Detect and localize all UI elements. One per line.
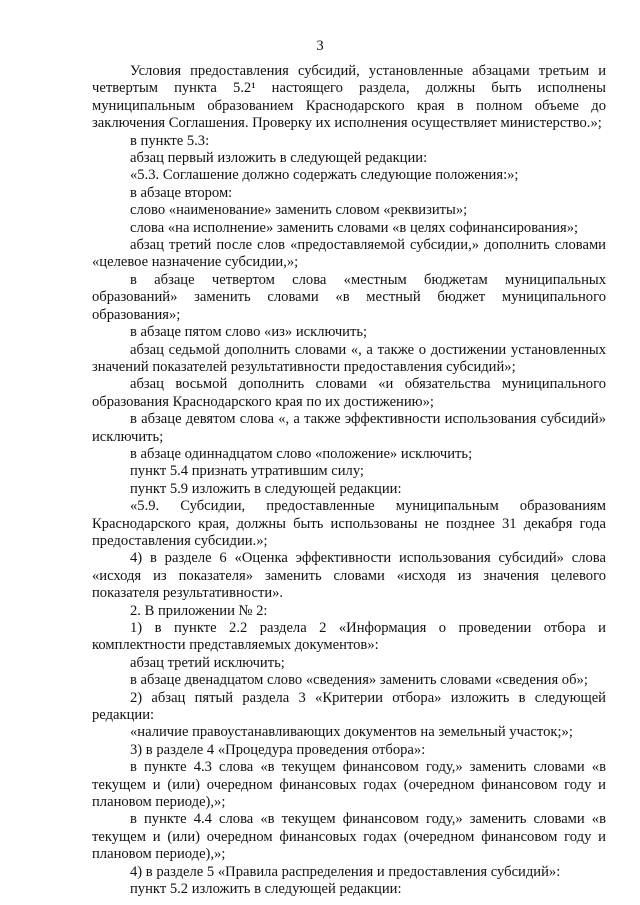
paragraph: слово «наименование» заменить словом «реквизиты»; bbox=[130, 202, 468, 219]
document-body bbox=[92, 63, 606, 899]
paragraph: абзац третий после слов «предоставляемой субсидии,» дополнить словами «целевое назначение субсидии,»; bbox=[92, 237, 606, 271]
paragraph: «наличие правоустанавливающих документов на земельный участок;»; bbox=[130, 724, 573, 741]
paragraph: «5.9. Субсидии, предоставленные муниципальным образованиям Краснодарского края, должны быть использованы не позднее 31 декабря года предоставления субсидии.»; bbox=[92, 498, 606, 549]
paragraph: Условия предоставления субсидий, установленные абзацами третьим и четвертым пункта 5.2¹ настоящего раздела, должны быть исполнены муниципальным образованием Краснодарского края в полном объеме до заключения Соглашения. Проверку их исполнения осуществляет министерство.»; bbox=[92, 63, 606, 132]
paragraph: пункт 5.2 изложить в следующей редакции: bbox=[130, 881, 402, 898]
paragraph: в пункте 4.3 слова «в текущем финансовом году,» заменить словами «в текущем и (или) очередном финансовых годах (очередном финансовом году и плановом периоде),»; bbox=[92, 759, 606, 811]
paragraph: 1) в пункте 2.2 раздела 2 «Информация о проведении отбора и комплектности представляемых документов»: bbox=[92, 620, 606, 654]
paragraph: пункт 5.9 изложить в следующей редакции: bbox=[130, 480, 402, 497]
paragraph: слова «на исполнение» заменить словами «в целях софинансирования»; bbox=[130, 219, 579, 236]
paragraph: абзац третий исключить; bbox=[130, 654, 285, 671]
page-number: 3 bbox=[316, 38, 324, 54]
paragraph: в абзаце одиннадцатом слово «положение» исключить; bbox=[130, 445, 473, 462]
paragraph: в абзаце двенадцатом слово «сведения» заменить словами «сведения об»; bbox=[130, 672, 588, 689]
paragraph: 3) в разделе 4 «Процедура проведения отбора»: bbox=[130, 741, 426, 758]
paragraph: 4) в разделе 5 «Правила распределения и предоставления субсидий»: bbox=[130, 863, 561, 880]
paragraph: пункт 5.4 признать утратившим силу; bbox=[130, 463, 364, 480]
paragraph: 4) в разделе 6 «Оценка эффективности использования субсидий» слова «исходя из показателя» заменить словами «исходя из значения целевого показателя результативности». bbox=[92, 550, 606, 602]
paragraph: в абзаце девятом слова «, а также эффективности использования субсидий» исключить; bbox=[92, 411, 606, 445]
paragraph: в абзаце четвертом слова «местным бюджетам муниципальных образований» заменить словами «в местный бюджет муниципального образования»; bbox=[92, 271, 606, 323]
paragraph: абзац седьмой дополнить словами «, а также о достижении установленных значений показателей результативности предоставления субсидий»; bbox=[92, 341, 606, 375]
paragraph: 2. В приложении № 2: bbox=[130, 602, 268, 619]
paragraph: абзац первый изложить в следующей редакции: bbox=[130, 150, 428, 167]
paragraph: в пункте 4.4 слова «в текущем финансовом году,» заменить словами «в текущем и (или) очередном финансовых годах (очередном финансовом году и плановом периоде),»; bbox=[92, 811, 606, 863]
paragraph: «5.3. Соглашение должно содержать следующие положения:»; bbox=[130, 167, 519, 184]
paragraph: в пункте 5.3: bbox=[130, 132, 210, 149]
paragraph: в абзаце пятом слово «из» исключить; bbox=[130, 324, 368, 341]
paragraph: в абзаце втором: bbox=[130, 184, 233, 201]
paragraph: абзац восьмой дополнить словами «и обязательства муниципального образования Краснодарского края по их достижению»; bbox=[92, 376, 606, 410]
paragraph: 2) абзац пятый раздела 3 «Критерии отбора» изложить в следующей редакции: bbox=[92, 689, 606, 724]
